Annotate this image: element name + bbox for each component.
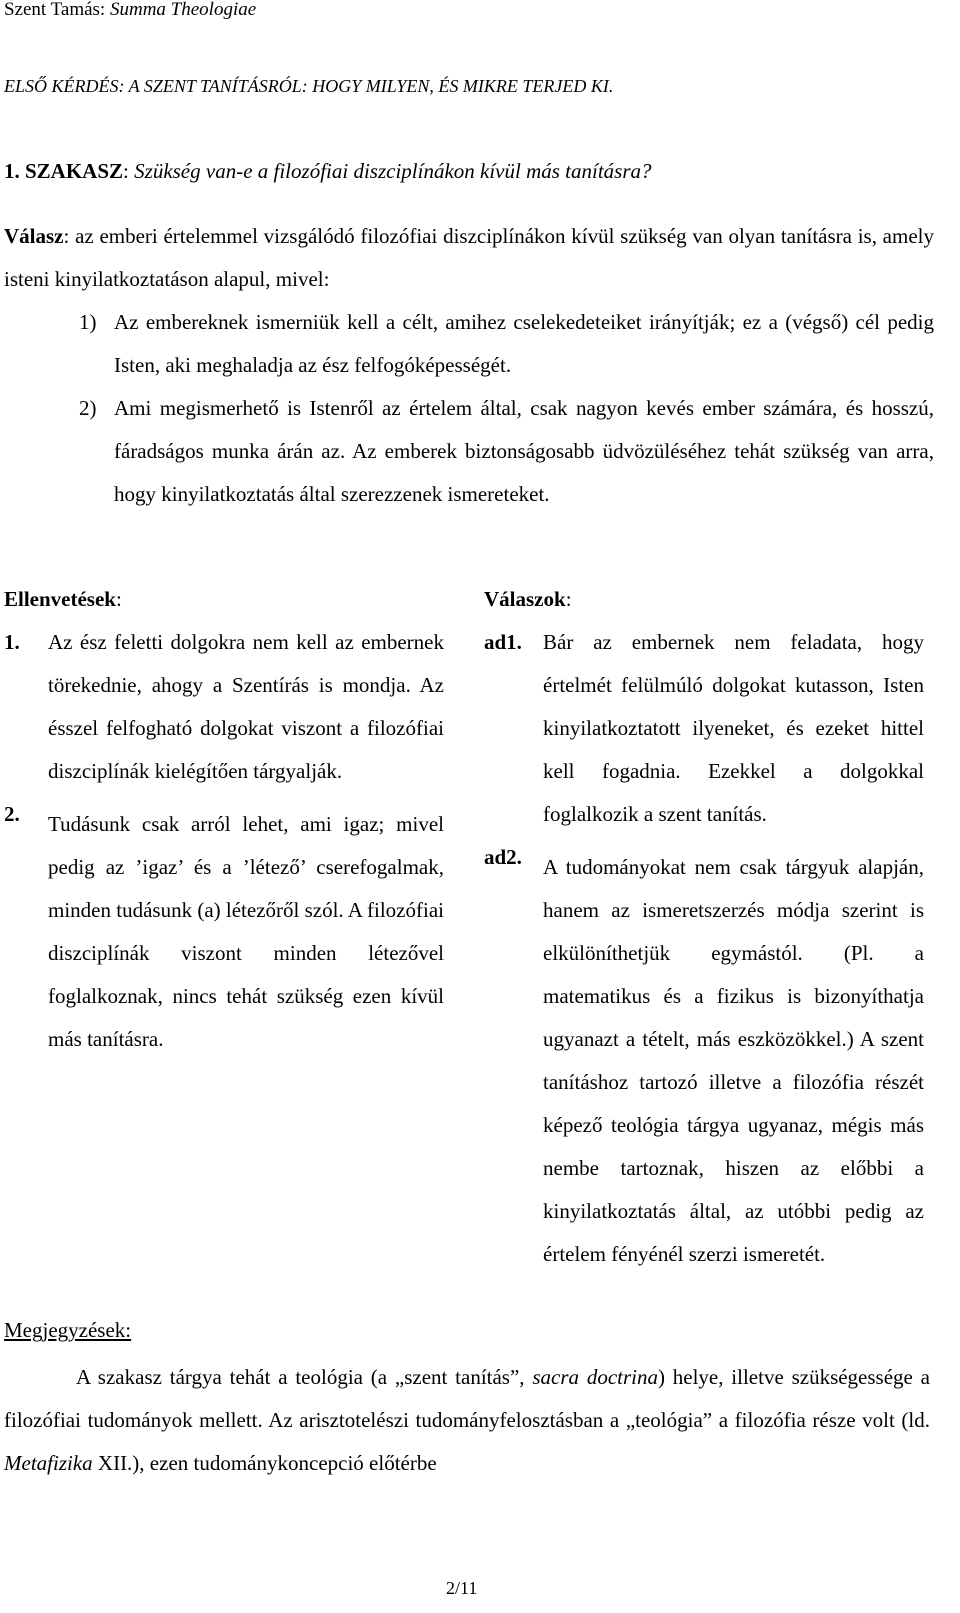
reason-number: 2) bbox=[79, 396, 97, 420]
reply-number: ad1. bbox=[484, 630, 522, 654]
notes-text-2: ) helye, illetve szükségessége a filozófiai tudományok mellett. Az arisztotelészi tudományfelosztásban a „teológia” a filozófia része volt (ld. bbox=[4, 1365, 930, 1432]
notes-paragraph bbox=[4, 1356, 930, 1485]
article-number: 1. bbox=[4, 159, 25, 183]
notes-text-1: A szakasz tárgya tehát a teológia (a „szent tanítás”, bbox=[76, 1365, 533, 1389]
objection-item bbox=[4, 803, 444, 1061]
reason-text: Ami megismerhető is Istenről az értelem által, csak nagyon kevés ember számára, és hosszú, fáradságos munka árán az. Az emberek biztonságosabb üdvözüléséhez tehát szükség van arra, hogy kinyilatkoztatás által szerezzenek ismereteket. bbox=[114, 396, 934, 506]
objection-text: Tudásunk csak arról lehet, ami igaz; mivel pedig az ’igaz’ és a ’létező’ cserefogalmak, minden tudásunk (a) létezőről szól. A filozófiai diszciplínák viszont minden létezővel foglalkoznak, nincs tehát szükség ezen kívül más tanításra. bbox=[48, 812, 444, 1051]
article-title: Szükség van-e a filozófiai diszciplínákon kívül más tanításra? bbox=[134, 159, 652, 183]
objections-column bbox=[4, 578, 444, 1061]
page-number: 2/11 bbox=[446, 1578, 478, 1598]
list-item bbox=[4, 301, 934, 387]
header-author: Szent Tamás: bbox=[4, 0, 110, 20]
running-header bbox=[4, 0, 256, 22]
list-item bbox=[4, 387, 934, 516]
answer-reasons-list bbox=[4, 301, 934, 516]
article-separator: : bbox=[123, 159, 135, 183]
answer-label: Válasz bbox=[4, 224, 64, 248]
objection-text: Az ész feletti dolgokra nem kell az embernek törekednie, ahogy a Szentírás is mondja. Az ésszel felfogható dolgokat viszont a filozófiai diszciplínák kielégítően tárgyalják. bbox=[48, 630, 444, 783]
objections-heading-label: Ellenvetések bbox=[4, 587, 116, 611]
objection-number: 1. bbox=[4, 630, 20, 654]
reason-number: 1) bbox=[79, 310, 97, 334]
reply-text: Bár az embernek nem feladata, hogy értelmét felülmúló dolgokat kutasson, Isten kinyilatkoztatott ilyeneket, és ezeket hittel kell fogadnia. Ezekkel a dolgokkal foglalkozik a szent tanítás. bbox=[543, 630, 924, 826]
answer-intro-text: : az emberi értelemmel vizsgálódó filozófiai diszciplínákon kívül szükség van olyan tanításra is, amely isteni kinyilatkoztatáson alapul, mivel: bbox=[4, 224, 934, 291]
notes-italic-work: Metafizika bbox=[4, 1451, 93, 1475]
reply-number: ad2. bbox=[484, 845, 522, 869]
answer-intro bbox=[4, 215, 934, 301]
reply-text: A tudományokat nem csak tárgyuk alapján, hanem az ismeretszerzés módja szerint is elkülöníthetjük egymástól. (Pl. a matematikus és a fizikus is bizonyíthatja ugyanazt a tételt, más eszközökkel.) A szent tanításhoz tartozó illetve a filozófia részét képező teológia tárgya ugyanaz, mégis más nembe tartoznak, hiszen az előbbi a kinyilatkoztatás által, az utóbbi pedig az értelem fényénél szerzi ismeretét. bbox=[543, 855, 924, 1266]
replies-heading-suffix: : bbox=[565, 587, 572, 611]
answer-section bbox=[4, 215, 934, 516]
notes-text-3: XII.), ezen tudománykoncepció előtérbe bbox=[92, 1451, 437, 1475]
objection-item bbox=[4, 621, 444, 793]
objections-heading-suffix: : bbox=[115, 587, 122, 611]
reply-item bbox=[484, 621, 924, 836]
replies-column bbox=[484, 578, 924, 1276]
objections-heading bbox=[4, 578, 444, 621]
notes-italic-term: sacra doctrina bbox=[532, 1365, 658, 1389]
objection-number: 2. bbox=[4, 802, 20, 826]
article-heading bbox=[4, 159, 652, 183]
article-label: SZAKASZ bbox=[25, 159, 124, 183]
reply-item bbox=[484, 846, 924, 1276]
header-work-title: Summa Theologiae bbox=[109, 0, 257, 20]
reason-text: Az embereknek ismerniük kell a célt, amihez cselekedeteiket irányítják; ez a (végső) cél pedig Isten, aki meghaladja az ész felfogóképességét. bbox=[114, 310, 934, 377]
notes-title: Megjegyzések: bbox=[4, 1318, 132, 1342]
question-title: ELSŐ KÉRDÉS: A SZENT TANÍTÁSRÓL: HOGY MILYEN, ÉS MIKRE TERJED KI. bbox=[4, 76, 614, 96]
replies-heading-label: Válaszok bbox=[484, 587, 566, 611]
replies-heading bbox=[484, 578, 924, 621]
